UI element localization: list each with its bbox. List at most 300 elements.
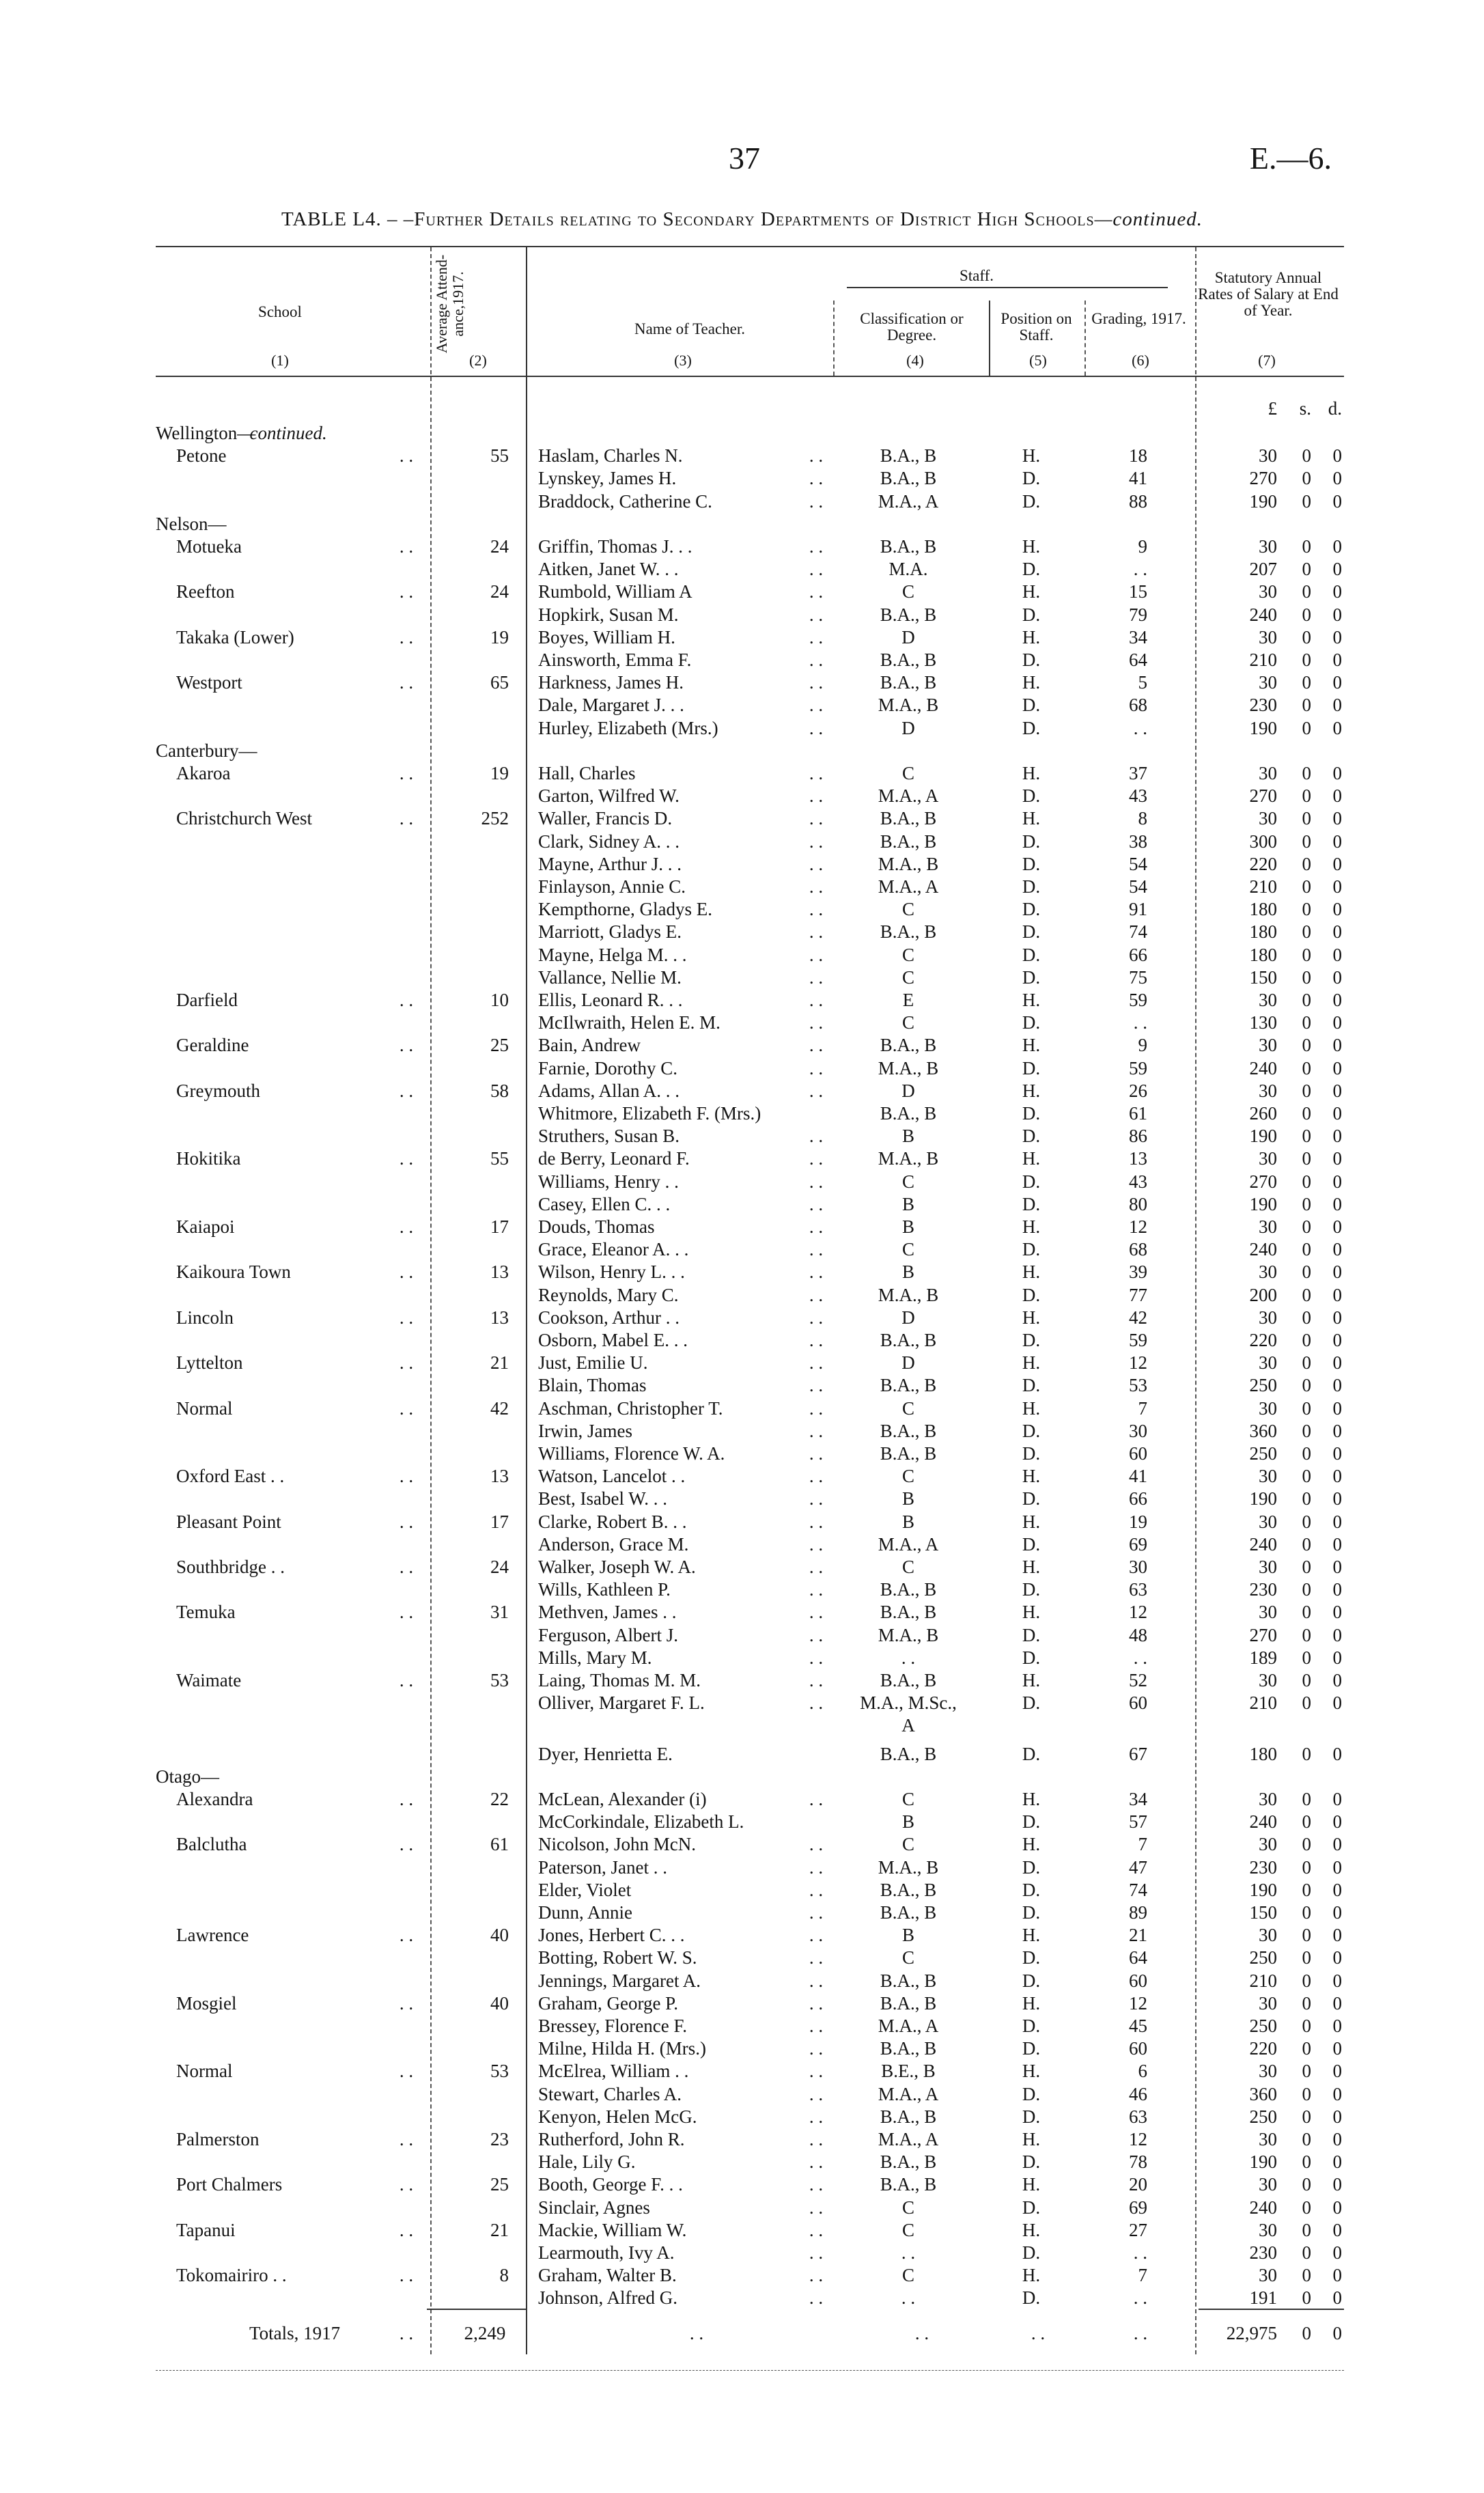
salary-pence: 0 — [1332, 1693, 1342, 1713]
position-value: H. — [1022, 2220, 1041, 2240]
salary-pounds: 260 — [1249, 1103, 1277, 1124]
leader-dots: . . — [809, 1579, 824, 1600]
grading-value: 43 — [1129, 1171, 1147, 1192]
school-name: Pleasant Point — [176, 1512, 281, 1532]
pence-unit: d. — [1328, 398, 1342, 419]
school-name: Balclutha — [176, 1834, 247, 1854]
position-value: D. — [1022, 1647, 1041, 1668]
salary-shillings: 0 — [1302, 2016, 1311, 2036]
teacher-name: Harkness, James H. — [538, 672, 684, 693]
leader-dots: . . — [809, 2084, 824, 2104]
school-name: Geraldine — [176, 1035, 249, 1055]
attendance-value: 8 — [499, 2265, 509, 2285]
salary-shillings: 0 — [1302, 695, 1311, 715]
grading-value: 60 — [1129, 1443, 1147, 1464]
leader-dots: . . — [399, 581, 414, 602]
leader-dots: . . — [809, 1857, 824, 1878]
position-value: D. — [1022, 899, 1041, 919]
salary-shillings: 0 — [1302, 808, 1311, 828]
salary-pounds: 30 — [1259, 1993, 1277, 2014]
table-row — [0, 1947, 1484, 1969]
position-value: D. — [1022, 1171, 1041, 1192]
teacher-name: Farnie, Dorothy C. — [538, 1058, 677, 1078]
salary-pence: 0 — [1332, 1058, 1342, 1078]
classification-value: M.A., B — [878, 854, 939, 874]
salary-pence: 0 — [1332, 581, 1342, 602]
classification-value: M.A., A — [878, 876, 939, 897]
salary-pence: 0 — [1332, 899, 1342, 919]
classification-value: B.A., B — [880, 445, 937, 466]
salary-pence: 0 — [1332, 1103, 1342, 1124]
position-value: H. — [1022, 536, 1041, 557]
leader-dots: . . — [809, 1670, 824, 1690]
leader-dots: . . — [809, 1466, 824, 1486]
salary-pounds: 190 — [1249, 1880, 1277, 1900]
leader-dots: . . — [399, 1398, 414, 1419]
attendance-value: 13 — [490, 1262, 509, 1282]
leader-dots: . . — [809, 672, 824, 693]
salary-shillings: 0 — [1302, 1902, 1311, 1923]
teacher-name: Laing, Thomas M. M. — [538, 1670, 701, 1690]
salary-pence: 0 — [1332, 876, 1342, 897]
classification-value: M.A., A — [878, 785, 939, 806]
classification-value: B.A., B — [880, 1035, 937, 1055]
grading-value: 47 — [1129, 1857, 1147, 1878]
salary-shillings: 0 — [1302, 650, 1311, 670]
leader-dots: . . — [809, 1012, 824, 1033]
salary-shillings: 0 — [1302, 1993, 1311, 2014]
attendance-value: 22 — [490, 1789, 509, 1809]
attendance-value: 21 — [490, 2220, 509, 2240]
teacher-name: Williams, Henry . . — [538, 1171, 679, 1192]
classification-value: M.A., B — [878, 1857, 939, 1878]
teacher-name: Grace, Eleanor A. . . — [538, 1239, 689, 1259]
leader-dots: . . — [809, 1398, 824, 1419]
position-value: H. — [1022, 1925, 1041, 1945]
teacher-name: Vallance, Nellie M. — [538, 967, 682, 988]
leader-dots: . . — [809, 2242, 824, 2263]
classification-value: C — [901, 1947, 914, 1968]
grading-value: 64 — [1129, 650, 1147, 670]
teacher-name: Milne, Hilda H. (Mrs.) — [538, 2038, 706, 2059]
salary-pence: 0 — [1332, 559, 1342, 579]
teacher-name: Clark, Sidney A. . . — [538, 831, 680, 852]
salary-shillings: 0 — [1302, 1857, 1311, 1878]
classification-value: B — [901, 1925, 914, 1945]
table-row — [0, 1080, 1484, 1102]
teacher-name: Reynolds, Mary C. — [538, 1285, 679, 1305]
salary-pounds: 220 — [1249, 2038, 1277, 2059]
salary-pence: 0 — [1332, 945, 1342, 965]
classification-value: B.A., B — [880, 1103, 937, 1124]
classification-value: B.A., B — [880, 1880, 937, 1900]
table-row — [0, 1147, 1484, 1170]
position-value: D. — [1022, 1103, 1041, 1124]
position-value: D. — [1022, 1443, 1041, 1464]
leader-dots: . . — [399, 2265, 414, 2285]
salary-shillings: 0 — [1302, 876, 1311, 897]
salary-pence: 0 — [1332, 2242, 1342, 2263]
salary-pence: 0 — [1332, 1148, 1342, 1169]
grading-value: 42 — [1129, 1307, 1147, 1328]
teacher-name: Mackie, William W. — [538, 2220, 687, 2240]
table-row — [0, 831, 1484, 853]
salary-shillings: 0 — [1302, 1352, 1311, 1373]
salary-shillings: 0 — [1302, 1534, 1311, 1555]
salary-pence: 0 — [1332, 536, 1342, 557]
leader-dots: . . — [809, 1789, 824, 1809]
table-row — [0, 1057, 1484, 1080]
leader-dots: . . — [809, 808, 824, 828]
salary-shillings: 0 — [1302, 1602, 1311, 1622]
column-number-4: (4) — [906, 352, 924, 369]
leader-dots: . . — [809, 559, 824, 579]
position-value: D. — [1022, 831, 1041, 852]
leader-dots: . . — [399, 1834, 414, 1854]
salary-pounds: 360 — [1249, 1421, 1277, 1441]
position-value: D. — [1022, 921, 1041, 942]
grading-value: . . — [1133, 718, 1147, 738]
salary-shillings: 0 — [1302, 1811, 1311, 1832]
leader-dots: . . — [809, 945, 824, 965]
leader-dots: . . — [809, 604, 824, 625]
classification-value: D — [901, 1081, 915, 1101]
salary-pence: 0 — [1332, 1194, 1342, 1214]
teacher-name: Braddock, Catherine C. — [538, 491, 712, 512]
grading-value: 68 — [1129, 1239, 1147, 1259]
position-value: H. — [1022, 1035, 1041, 1055]
grading-value: 41 — [1129, 1466, 1147, 1486]
attendance-value: 21 — [490, 1352, 509, 1373]
leader-dots: . . — [809, 445, 824, 466]
salary-pence: 0 — [1332, 1625, 1342, 1645]
table-row — [0, 1374, 1484, 1397]
leader-dots: . . — [809, 1512, 824, 1532]
school-name: Southbridge . . — [176, 1557, 285, 1577]
table-row — [0, 1397, 1484, 1420]
leader-dots: . . — [809, 1352, 824, 1373]
table-row — [0, 876, 1484, 898]
salary-pounds: 180 — [1249, 921, 1277, 942]
attendance-value: 252 — [481, 808, 509, 828]
classification-header: Classification or Degree. — [860, 310, 964, 344]
totals-pence: 0 — [1332, 2323, 1342, 2343]
grading-value: 78 — [1129, 2151, 1147, 2172]
table-row — [0, 2037, 1484, 2060]
leader-dots: . . — [809, 2174, 824, 2195]
school-name: Temuka — [176, 1602, 236, 1622]
salary-shillings: 0 — [1302, 1103, 1311, 1124]
leader-dots: . . — [399, 1148, 414, 1169]
table-row — [0, 1465, 1484, 1488]
salary-pounds: 230 — [1249, 2242, 1277, 2263]
classification-value: B.A., B — [880, 831, 937, 852]
leader-dots: . . — [809, 2129, 824, 2149]
salary-pounds: 180 — [1249, 899, 1277, 919]
attendance-value: 40 — [490, 1993, 509, 2014]
teacher-name: Waller, Francis D. — [538, 808, 673, 828]
salary-shillings: 0 — [1302, 1947, 1311, 1968]
leader-dots: . . — [809, 854, 824, 874]
table-bottom-rule — [156, 2370, 1344, 2371]
teacher-name: Anderson, Grace M. — [538, 1534, 689, 1555]
salary-pence: 0 — [1332, 1398, 1342, 1419]
salary-shillings: 0 — [1302, 1239, 1311, 1259]
school-name: Palmerston — [176, 2129, 260, 2149]
teacher-name: Rutherford, John R. — [538, 2129, 685, 2149]
totals-row — [0, 2322, 1484, 2345]
salary-shillings: 0 — [1302, 1285, 1311, 1305]
attendance-value: 55 — [490, 1148, 509, 1169]
leader-dots: . . — [809, 1925, 824, 1945]
leader-dots: . . — [809, 536, 824, 557]
region-name: Otago— — [156, 1766, 219, 1787]
teacher-name: Dunn, Annie — [538, 1902, 632, 1923]
classification-value: B — [901, 1262, 914, 1282]
table-row — [0, 1102, 1484, 1125]
position-value: D. — [1022, 1811, 1041, 1832]
salary-pence: 0 — [1332, 1993, 1342, 2014]
teacher-name: Just, Emilie U. — [538, 1352, 648, 1373]
salary-pence: 0 — [1332, 1262, 1342, 1282]
salary-shillings: 0 — [1302, 1647, 1311, 1668]
salary-shillings: 0 — [1302, 1670, 1311, 1690]
position-value: H. — [1022, 1993, 1041, 2014]
salary-pence: 0 — [1332, 1443, 1342, 1464]
salary-shillings: 0 — [1302, 1058, 1311, 1078]
region-name: Canterbury— — [156, 740, 257, 761]
classification-value: C — [901, 1466, 914, 1486]
grading-value: 77 — [1129, 1285, 1147, 1305]
teacher-name: Hall, Charles — [538, 763, 636, 783]
salary-pounds: 30 — [1259, 2220, 1277, 2240]
leader-dots: . . — [809, 2061, 824, 2081]
salary-pence: 0 — [1332, 1925, 1342, 1945]
grading-value: . . — [1133, 1012, 1147, 1033]
salary-pence: 0 — [1332, 1239, 1342, 1259]
leader-dots: . . — [809, 2197, 824, 2218]
leader-dots: . . — [809, 650, 824, 670]
school-name: Port Chalmers — [176, 2174, 283, 2195]
salary-pounds: 30 — [1259, 2174, 1277, 2195]
salary-pence: 0 — [1332, 1789, 1342, 1809]
school-name: Christchurch West — [176, 808, 313, 828]
attendance-value: 58 — [490, 1081, 509, 1101]
salary-pounds: 30 — [1259, 2265, 1277, 2285]
attendance-header: Average Attend-ance,1917. — [433, 254, 466, 354]
grading-value: 12 — [1129, 1602, 1147, 1622]
table-row — [0, 1624, 1484, 1647]
salary-pence: 0 — [1332, 1834, 1342, 1854]
position-value: H. — [1022, 763, 1041, 783]
salary-pounds: 230 — [1249, 1857, 1277, 1878]
grading-value: 26 — [1129, 1081, 1147, 1101]
grading-value: 13 — [1129, 1148, 1147, 1169]
position-value: D. — [1022, 1285, 1041, 1305]
salary-pence: 0 — [1332, 854, 1342, 874]
position-value: D. — [1022, 1744, 1041, 1764]
position-value: D. — [1022, 2038, 1041, 2059]
teacher-name: Casey, Ellen C. . . — [538, 1194, 671, 1214]
salary-pence: 0 — [1332, 2061, 1342, 2081]
salary-pounds: 190 — [1249, 2151, 1277, 2172]
grading-value: 12 — [1129, 2129, 1147, 2149]
grading-value: 9 — [1138, 1035, 1147, 1055]
grading-value: 60 — [1129, 1970, 1147, 1991]
teacher-name: Graham, George P. — [538, 1993, 678, 2014]
classification-value: B.A., B — [880, 1421, 937, 1441]
totals-grading: . . — [1133, 2323, 1148, 2343]
grading-value: 80 — [1129, 1194, 1147, 1214]
leader-dots: . . — [809, 1171, 824, 1192]
region-row — [0, 422, 1484, 445]
attendance-value: 40 — [490, 1925, 509, 1945]
salary-pence: 0 — [1332, 1512, 1342, 1532]
salary-pounds: 250 — [1249, 1443, 1277, 1464]
salary-pence: 0 — [1332, 2151, 1342, 2172]
teacher-name: Griffin, Thomas J. . . — [538, 536, 692, 557]
position-value: D. — [1022, 1194, 1041, 1214]
position-value: D. — [1022, 1534, 1041, 1555]
table-title-continued: —continued. — [1094, 208, 1203, 230]
leader-dots: . . — [809, 1126, 824, 1146]
salary-pence: 0 — [1332, 1744, 1342, 1764]
page-number: 37 — [729, 141, 760, 176]
classification-value: M.A., B — [878, 1625, 939, 1645]
table-row — [0, 2197, 1484, 2219]
table-row — [0, 1012, 1484, 1034]
grading-value: 69 — [1129, 1534, 1147, 1555]
salary-pounds: 270 — [1249, 785, 1277, 806]
table-row — [0, 1034, 1484, 1057]
salary-pence: 0 — [1332, 808, 1342, 828]
leader-dots: . . — [399, 672, 414, 693]
salary-shillings: 0 — [1302, 1488, 1311, 1509]
salary-pence: 0 — [1332, 1647, 1342, 1668]
teacher-name: Ainsworth, Emma F. — [538, 650, 692, 670]
grading-value: 89 — [1129, 1902, 1147, 1923]
school-name: Oxford East . . — [176, 1466, 285, 1486]
table-row — [0, 467, 1484, 490]
position-value: D. — [1022, 2084, 1041, 2104]
classification-value: C — [901, 1239, 914, 1259]
attendance-value: 61 — [490, 1834, 509, 1854]
attendance-value: 25 — [490, 2174, 509, 2195]
classification-value: B — [901, 1488, 914, 1509]
teacher-name: Walker, Joseph W. A. — [538, 1557, 696, 1577]
teacher-name: Mayne, Arthur J. . . — [538, 854, 682, 874]
classification-value: C — [901, 763, 914, 783]
position-value: D. — [1022, 967, 1041, 988]
salary-shillings: 0 — [1302, 967, 1311, 988]
teacher-name: Finlayson, Annie C. — [538, 876, 686, 897]
grading-value: 57 — [1129, 1811, 1147, 1832]
table-row — [0, 1443, 1484, 1465]
table-row — [0, 1238, 1484, 1261]
table-row — [0, 1193, 1484, 1216]
classification-value: B.A., B — [880, 468, 937, 488]
position-value: D. — [1022, 2151, 1041, 2172]
position-value: H. — [1022, 1670, 1041, 1690]
salary-shillings: 0 — [1302, 1194, 1311, 1214]
leader-dots: . . — [399, 1216, 414, 1237]
salary-pounds: 30 — [1259, 1925, 1277, 1945]
grading-value: 12 — [1129, 1216, 1147, 1237]
grading-value: 19 — [1129, 1512, 1147, 1532]
table-row — [0, 1601, 1484, 1624]
school-name: Tapanui — [176, 2220, 236, 2240]
grading-value: 18 — [1129, 445, 1147, 466]
leader-dots: . . — [399, 2220, 414, 2240]
position-value: D. — [1022, 1902, 1041, 1923]
grading-value: 63 — [1129, 2106, 1147, 2127]
salary-pounds: 130 — [1249, 1012, 1277, 1033]
leader-dots: . . — [399, 1512, 414, 1532]
table-row — [0, 853, 1484, 876]
table-row — [0, 1856, 1484, 1879]
position-header: Position on Staff. — [1000, 310, 1072, 344]
classification-value: M.A., B — [878, 1285, 939, 1305]
classification-value: B — [901, 1194, 914, 1214]
leader-dots: . . — [399, 1557, 414, 1577]
position-value: D. — [1022, 2242, 1041, 2263]
teacher-name-header: Name of Teacher. — [634, 320, 746, 337]
leader-dots: . . — [399, 1307, 414, 1328]
region-name: Nelson— — [156, 514, 227, 534]
position-value: H. — [1022, 1834, 1041, 1854]
salary-pounds: 250 — [1249, 2106, 1277, 2127]
salary-shillings: 0 — [1302, 854, 1311, 874]
salary-pounds: 220 — [1249, 854, 1277, 874]
salary-pounds: 30 — [1259, 1148, 1277, 1169]
salary-pence: 0 — [1332, 831, 1342, 852]
salary-pounds: 270 — [1249, 1171, 1277, 1192]
teacher-name: Booth, George F. . . — [538, 2174, 683, 2195]
school-name: Kaikoura Town — [176, 1262, 291, 1282]
table-row — [0, 1488, 1484, 1510]
salary-shillings: 0 — [1302, 2220, 1311, 2240]
grading-value: . . — [1133, 559, 1147, 579]
classification-value: B.A., B — [880, 808, 937, 828]
salary-pence: 0 — [1332, 627, 1342, 647]
totals-attendance: 2,249 — [464, 2323, 506, 2343]
leader-dots: . . — [399, 445, 414, 466]
teacher-name: Olliver, Margaret F. L. — [538, 1693, 705, 1713]
table-row — [0, 717, 1484, 740]
leader-dots: . . — [399, 990, 414, 1010]
teacher-name: Dyer, Henrietta E. — [538, 1744, 673, 1764]
table-row — [0, 2106, 1484, 2128]
teacher-name: Adams, Allan A. . . — [538, 1081, 680, 1101]
salary-pence: 0 — [1332, 2038, 1342, 2059]
salary-pounds: 270 — [1249, 1625, 1277, 1645]
salary-pounds: 30 — [1259, 2061, 1277, 2081]
salary-pence: 0 — [1332, 1857, 1342, 1878]
leader-dots: . . — [809, 2265, 824, 2285]
totals-name: . . — [689, 2323, 704, 2343]
leader-dots: . . — [809, 1307, 824, 1328]
teacher-name: Elder, Violet — [538, 1880, 632, 1900]
salary-pence: 0 — [1332, 2287, 1342, 2308]
grading-value: 12 — [1129, 1352, 1147, 1373]
leader-dots: . . — [809, 581, 824, 602]
position-value: H. — [1022, 1352, 1041, 1373]
salary-pounds: 30 — [1259, 1081, 1277, 1101]
leader-dots: . . — [809, 1421, 824, 1441]
teacher-name: Wills, Kathleen P. — [538, 1579, 671, 1600]
position-value: H. — [1022, 1602, 1041, 1622]
salary-shillings: 0 — [1302, 1625, 1311, 1645]
